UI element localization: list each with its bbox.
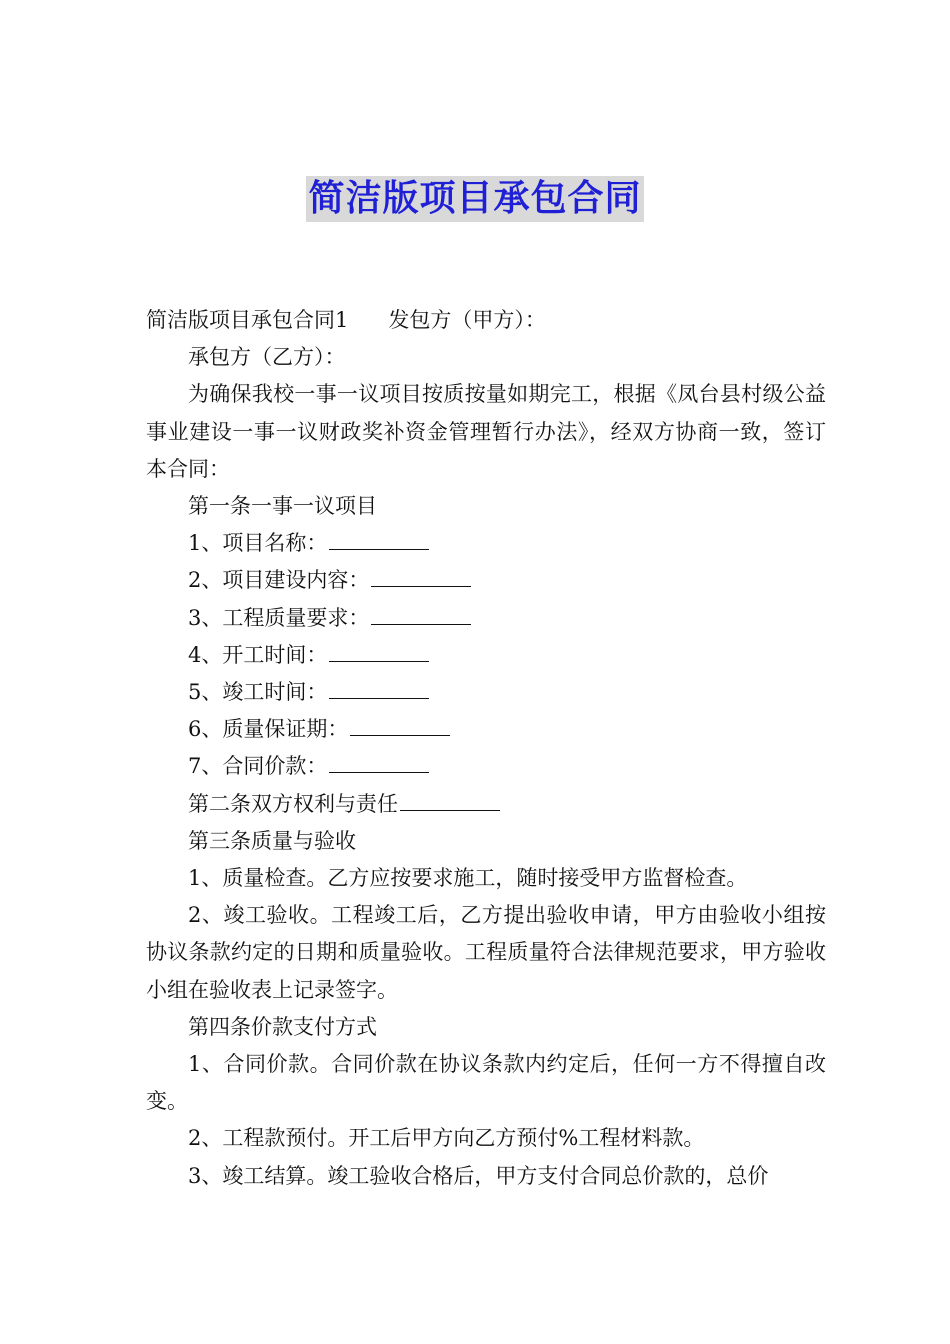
article3-heading: 第三条质量与验收 bbox=[188, 828, 356, 853]
article1-item: 1、项目名称： bbox=[146, 525, 826, 562]
party-b-label: 承包方（乙方）： bbox=[188, 345, 346, 370]
article1-item: 5、竣工时间： bbox=[146, 674, 826, 711]
article4-item: 2、工程款预付。开工后甲方向乙方预付%工程材料款。 bbox=[188, 1126, 705, 1151]
party-a-label: 发包方（甲方）： bbox=[388, 308, 546, 332]
article1-item: 3、工程质量要求： bbox=[146, 600, 826, 637]
article1-heading: 第一条一事一议项目 bbox=[188, 494, 377, 519]
article3-item: 1、质量检查。乙方应按要求施工，随时接受甲方监督检查。 bbox=[188, 866, 748, 891]
article4-item: 3、竣工结算。竣工验收合格后，甲方支付合同总价款的，总价 bbox=[188, 1163, 769, 1188]
document-title: 简洁版项目承包合同 bbox=[306, 176, 643, 222]
fill-blank[interactable] bbox=[371, 566, 471, 587]
article1-item: 4、开工时间： bbox=[146, 637, 826, 674]
article4-item: 1、合同价款。合同价款在协议条款内约定后，任何一方不得擅自改变。 bbox=[146, 1052, 826, 1114]
fill-blank[interactable] bbox=[329, 529, 429, 550]
title-block bbox=[0, 176, 950, 222]
article1-item: 2、项目建设内容： bbox=[146, 562, 826, 599]
fill-blank[interactable] bbox=[329, 641, 429, 662]
article3-item: 2、竣工验收。工程竣工后，乙方提出验收申请，甲方由验收小组按协议条款约定的日期和质量验收。工程质量符合法律规范要求，甲方验收小组在验收表上记录签字。 bbox=[146, 903, 826, 1002]
article1-item: 6、质量保证期： bbox=[146, 711, 826, 748]
fill-blank[interactable] bbox=[371, 604, 471, 625]
article4-heading: 第四条价款支付方式 bbox=[188, 1014, 377, 1039]
header-left: 简洁版项目承包合同1 bbox=[146, 308, 349, 332]
fill-blank[interactable] bbox=[350, 715, 450, 736]
article2-heading: 第二条双方权利与责任 bbox=[146, 786, 826, 823]
header-line bbox=[146, 302, 826, 339]
fill-blank[interactable] bbox=[329, 752, 429, 773]
document-body bbox=[146, 302, 826, 1195]
intro-paragraph: 为确保我校一事一议项目按质按量如期完工，根据《凤台县村级公益事业建设一事一议财政奖补资金管理暂行办法》，经双方协商一致，签订本合同： bbox=[146, 382, 826, 481]
fill-blank[interactable] bbox=[400, 790, 500, 811]
fill-blank[interactable] bbox=[329, 678, 429, 699]
article1-item: 7、合同价款： bbox=[146, 748, 826, 785]
